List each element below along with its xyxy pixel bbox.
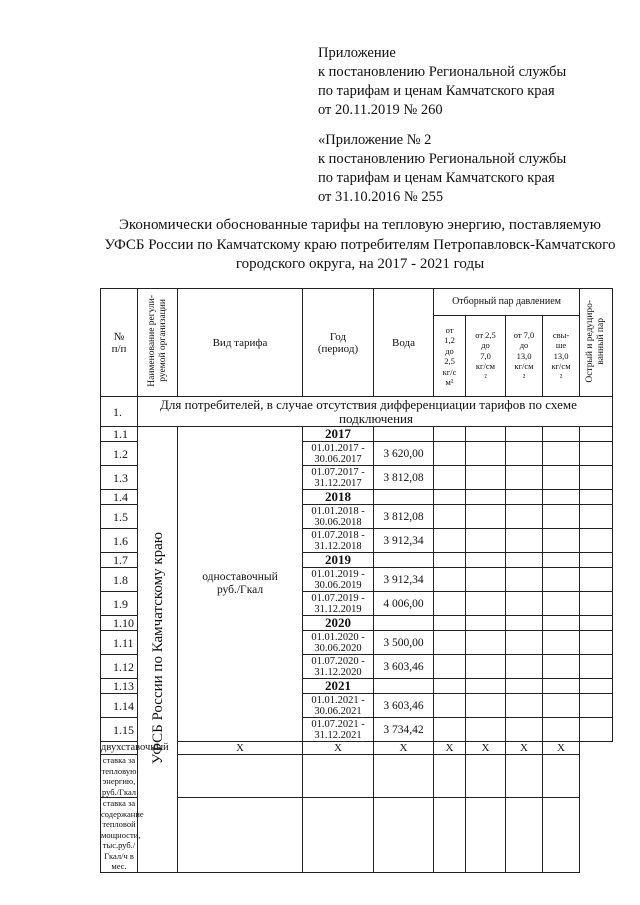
row-number: 1.9 [101, 592, 138, 616]
header-text: № [113, 330, 125, 343]
title-line: УФСБ России по Камчатскому краю потребителям Петропавловск-Камчатского [104, 236, 616, 253]
year-cell: 2017 [303, 427, 374, 442]
empty-cell [580, 427, 613, 442]
empty-cell [466, 490, 506, 505]
empty-cell [466, 631, 506, 655]
row-number: 1.4 [101, 490, 138, 505]
header-text: кг/см [475, 361, 496, 372]
empty-cell [466, 568, 506, 592]
empty-cell [506, 798, 543, 873]
not-applicable-mark: Х [466, 742, 506, 755]
empty-cell [466, 592, 506, 616]
period-cell: 01.01.2019 - 30.06.2019 [303, 568, 374, 592]
header-text: ² [484, 371, 487, 382]
empty-cell [506, 553, 543, 568]
appendix-line: к постановлению Региональной службы [318, 151, 567, 167]
empty-cell [434, 592, 466, 616]
capacity-rate-label: ставка за содержание тепловой мощности, тыс.руб./Гкал/ч в мес. [101, 798, 144, 871]
period-cell: 01.07.2019 - 31.12.2019 [303, 592, 374, 616]
empty-cell [466, 798, 506, 873]
not-applicable-mark: Х [303, 742, 374, 755]
row-number: 1.14 [101, 694, 138, 718]
empty-cell [434, 568, 466, 592]
appendix-line: Приложение [318, 45, 396, 61]
period-cell: 01.07.2020 - 31.12.2020 [303, 655, 374, 679]
organization-name: УФСБ России по Камчатскому краю [138, 427, 178, 873]
tariff-type-two-rate: двухставочный [101, 742, 169, 753]
empty-cell [434, 655, 466, 679]
not-applicable-mark: Х [178, 742, 303, 755]
empty-cell [543, 679, 580, 694]
empty-cell [374, 553, 434, 568]
col-header-water: Вода [374, 289, 434, 397]
header-text: 2,5 [444, 356, 455, 366]
col-header-steam: Отборный пар давлением [434, 289, 580, 316]
empty-cell [543, 694, 580, 718]
empty-cell [543, 568, 580, 592]
header-text: (период) [317, 342, 359, 355]
header-text: от 2,5 [475, 329, 496, 340]
row-number: 1.8 [101, 568, 138, 592]
header-text: до [481, 340, 490, 351]
empty-cell [543, 631, 580, 655]
header-text: кг/с [442, 366, 457, 377]
empty-cell [434, 529, 466, 553]
row-number: 1.15 [101, 718, 138, 742]
row-number: 1.1 [101, 427, 138, 442]
water-tariff-value: 3 603,46 [374, 655, 434, 679]
empty-cell [580, 694, 613, 718]
year-cell: 2018 [303, 490, 374, 505]
water-tariff-value: 3 912,34 [374, 529, 434, 553]
empty-cell [434, 553, 466, 568]
empty-cell [580, 631, 613, 655]
water-tariff-value: 3 812,08 [374, 466, 434, 490]
water-tariff-value: 4 006,00 [374, 592, 434, 616]
empty-cell [506, 505, 543, 529]
empty-cell [506, 755, 543, 798]
empty-cell [466, 427, 506, 442]
empty-cell [580, 718, 613, 742]
empty-cell [434, 718, 466, 742]
empty-cell [434, 798, 466, 873]
appendix-header [318, 44, 628, 120]
empty-cell [543, 529, 580, 553]
empty-cell [506, 655, 543, 679]
original-appendix-header [318, 131, 628, 207]
tariff-table [100, 288, 612, 873]
empty-cell [506, 631, 543, 655]
empty-cell [580, 616, 613, 631]
appendix-line: от 31.10.2016 № 255 [318, 189, 444, 205]
water-tariff-value: 3 812,08 [374, 505, 434, 529]
empty-cell [543, 655, 580, 679]
header-text: ² [559, 371, 563, 382]
empty-cell [466, 755, 506, 798]
empty-cell [466, 679, 506, 694]
period-cell: 01.01.2020 - 30.06.2020 [303, 631, 374, 655]
empty-cell [580, 490, 613, 505]
header-text: свы- [552, 329, 570, 340]
empty-cell [434, 694, 466, 718]
appendix-line: к постановлению Региональной службы [318, 64, 567, 80]
empty-cell [434, 631, 466, 655]
empty-cell [506, 442, 543, 466]
empty-cell [506, 568, 543, 592]
empty-cell [466, 529, 506, 553]
period-cell: 01.01.2021 - 30.06.2021 [303, 694, 374, 718]
header-text: Год [329, 330, 347, 343]
row-number: 1.7 [101, 553, 138, 568]
empty-cell [374, 798, 434, 873]
period-cell: 01.01.2017 - 30.06.2017 [303, 442, 374, 466]
empty-cell [434, 427, 466, 442]
empty-cell [374, 490, 434, 505]
year-cell: 2021 [303, 679, 374, 694]
not-applicable-mark: Х [543, 742, 580, 755]
empty-cell [434, 466, 466, 490]
row-number: 1.5 [101, 505, 138, 529]
row-number: 1.3 [101, 466, 138, 490]
water-tariff-value: 3 620,00 [374, 442, 434, 466]
header-text: кг/см [551, 361, 571, 372]
row-number: 1.2 [101, 442, 138, 466]
empty-cell [580, 655, 613, 679]
water-tariff-value: 3 734,42 [374, 718, 434, 742]
header-text: кг/см [514, 361, 534, 372]
empty-cell [543, 553, 580, 568]
header-text: п/п [111, 342, 127, 355]
col-header-year [303, 289, 374, 397]
empty-cell [506, 616, 543, 631]
not-applicable-mark: Х [434, 742, 466, 755]
empty-cell [506, 427, 543, 442]
header-text: м² [445, 377, 454, 387]
title-line: городского округа, на 2017 - 2021 годы [235, 256, 485, 272]
header-text: 7,0 [480, 350, 491, 361]
row-number: 1.6 [101, 529, 138, 553]
empty-cell [580, 568, 613, 592]
row-number: 1.11 [101, 631, 138, 655]
empty-cell [580, 529, 613, 553]
empty-cell [543, 490, 580, 505]
header-text: 1,2 [444, 335, 455, 345]
header-text: Наименование регули- руемой организации [146, 295, 168, 387]
empty-cell [178, 798, 303, 873]
empty-cell [543, 466, 580, 490]
empty-cell [374, 755, 434, 798]
empty-cell [506, 466, 543, 490]
empty-cell [434, 442, 466, 466]
empty-cell [506, 718, 543, 742]
table-row [101, 798, 613, 873]
empty-cell [434, 616, 466, 631]
col-header-pressure-3 [506, 316, 543, 397]
empty-cell [580, 505, 613, 529]
year-cell: 2020 [303, 616, 374, 631]
empty-cell [506, 694, 543, 718]
header-text: Острый и редуциро- ванный пар [585, 299, 607, 383]
empty-cell [434, 755, 466, 798]
empty-cell [580, 466, 613, 490]
empty-cell [466, 553, 506, 568]
empty-cell [543, 616, 580, 631]
col-header-organization [138, 289, 178, 397]
empty-cell [580, 553, 613, 568]
water-tariff-value: 3 912,34 [374, 568, 434, 592]
empty-cell [178, 755, 303, 798]
empty-cell [374, 616, 434, 631]
table-row [101, 755, 613, 798]
appendix-line: по тарифам и ценам Камчатского края [318, 83, 555, 99]
energy-rate-label: ставка за тепловую энергию, руб./Гкал [101, 755, 137, 797]
table-row [101, 742, 613, 755]
empty-cell [543, 755, 580, 798]
header-text: 13,0 [516, 350, 532, 361]
header-text: до [519, 340, 529, 351]
empty-cell [466, 718, 506, 742]
col-header-sharp-steam [580, 289, 613, 397]
table-row [101, 427, 613, 442]
empty-cell [466, 616, 506, 631]
col-header-tariff-type: Вид тарифа [178, 289, 303, 397]
period-cell: 01.07.2018 - 31.12.2018 [303, 529, 374, 553]
section-number: 1. [101, 397, 138, 427]
empty-cell [466, 466, 506, 490]
section-title: Для потребителей, в случае отсутствия дифференциации тарифов по схеме подключения [138, 397, 613, 427]
year-cell: 2019 [303, 553, 374, 568]
empty-cell [374, 427, 434, 442]
empty-cell [543, 718, 580, 742]
period-cell: 01.07.2017 - 31.12.2017 [303, 466, 374, 490]
tariff-type-single-rate: одноставочный руб./Гкал [178, 427, 303, 742]
empty-cell [374, 679, 434, 694]
not-applicable-mark: Х [374, 742, 434, 755]
empty-cell [506, 490, 543, 505]
document-title [95, 216, 625, 275]
empty-cell [543, 592, 580, 616]
empty-cell [303, 798, 374, 873]
appendix-line: «Приложение № 2 [318, 132, 432, 148]
empty-cell [466, 442, 506, 466]
row-number: 1.12 [101, 655, 138, 679]
empty-cell [543, 505, 580, 529]
title-line: Экономически обоснованные тарифы на тепловую энергию, поставляемую [118, 217, 601, 233]
period-cell: 01.01.2018 - 30.06.2018 [303, 505, 374, 529]
appendix-line: от 20.11.2019 № 260 [318, 102, 443, 118]
empty-cell [580, 679, 613, 694]
empty-cell [466, 655, 506, 679]
water-tariff-value: 3 500,00 [374, 631, 434, 655]
empty-cell [466, 505, 506, 529]
empty-cell [434, 490, 466, 505]
header-text: ² [522, 371, 526, 382]
empty-cell [543, 427, 580, 442]
empty-cell [434, 505, 466, 529]
not-applicable-mark: Х [506, 742, 543, 755]
empty-cell [466, 694, 506, 718]
empty-cell [434, 679, 466, 694]
empty-cell [303, 755, 374, 798]
col-header-pressure-2 [466, 316, 506, 397]
header-text: до [445, 345, 454, 356]
col-header-pressure-4 [543, 316, 580, 397]
row-number: 1.10 [101, 616, 138, 631]
empty-cell [580, 442, 613, 466]
empty-cell [580, 592, 613, 616]
water-tariff-value: 3 603,46 [374, 694, 434, 718]
empty-cell [506, 529, 543, 553]
header-text: ше [555, 340, 567, 351]
appendix-line: по тарифам и ценам Камчатского края [318, 170, 555, 186]
header-text: 13,0 [553, 350, 569, 361]
row-number: 1.13 [101, 679, 138, 694]
empty-cell [543, 442, 580, 466]
col-header-pressure-1 [434, 316, 466, 397]
empty-cell [506, 592, 543, 616]
empty-cell [543, 798, 580, 873]
empty-cell [506, 679, 543, 694]
col-header-number [101, 289, 138, 397]
header-text: от [445, 324, 454, 335]
header-text: от 7,0 [513, 329, 535, 340]
period-cell: 01.07.2021 - 31.12.2021 [303, 718, 374, 742]
